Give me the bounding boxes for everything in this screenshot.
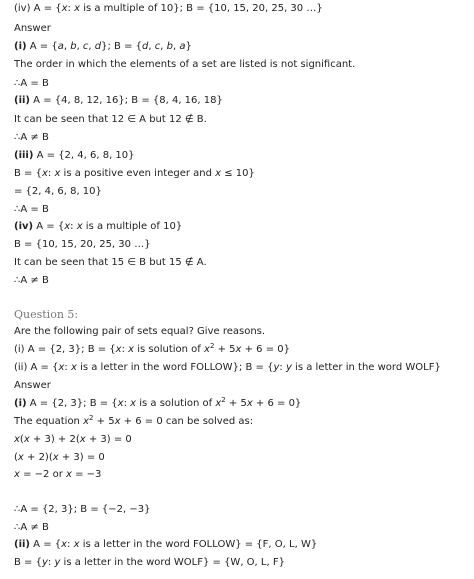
text-line: It can be seen that 12 ∈ A but 12 ∉ B. xyxy=(14,114,207,125)
text-line: B = {10, 15, 20, 25, 30 …} xyxy=(14,239,151,250)
text-line: Answer xyxy=(14,23,51,34)
text-line: (iii) A = {2, 4, 6, 8, 10} xyxy=(14,150,135,161)
text-line: ∴A ≠ B xyxy=(14,275,49,286)
text-line: (iv) A = {x: x is a multiple of 10} xyxy=(14,221,183,232)
text-line: Answer xyxy=(14,380,51,391)
text-line: (i) A = {2, 3}; B = {x: x is solution of $x^2 + 5x + 6 = 0$} xyxy=(14,342,290,355)
text-line: ∴A ≠ B xyxy=(14,522,49,533)
text-line: = {2, 4, 6, 8, 10} xyxy=(14,186,102,197)
text-line: ∴A = B xyxy=(14,78,49,89)
text-line: (iv) A = {x: x is a multiple of 10}; B = {10, 15, 20, 25, 30 …} xyxy=(14,3,323,14)
text-line: (ii) A = {x: x is a letter in the word FOLLOW} = {F, O, L, W} xyxy=(14,539,318,550)
text-line: (ii) A = {4, 8, 12, 16}; B = {8, 4, 16, 18} xyxy=(14,95,223,106)
question-heading: Question 5: xyxy=(14,308,79,321)
text-line: B = {x: x is a positive even integer and x ≤ 10} xyxy=(14,168,255,179)
text-line: x = −2 or x = −3 xyxy=(14,469,102,480)
text-line: (x + 2)(x + 3) = 0 xyxy=(14,452,105,463)
text-line: The order in which the elements of a set are listed is not significant. xyxy=(14,59,356,70)
text-line: ∴A ≠ B xyxy=(14,132,49,143)
text-line: Are the following pair of sets equal? Give reasons. xyxy=(14,326,266,337)
text-line: The equation $x^2 + 5x + 6 = 0$ can be solved as: xyxy=(14,414,254,427)
text-line: B = {y: y is a letter in the word WOLF} = {W, O, L, F} xyxy=(14,557,285,568)
text-line: (ii) A = {x: x is a letter in the word FOLLOW}; B = {y: y is a letter in the word WOLF} xyxy=(14,362,441,373)
text-line: x(x + 3) + 2(x + 3) = 0 xyxy=(14,434,132,445)
text-line: It can be seen that 15 ∈ B but 15 ∉ A. xyxy=(14,257,207,268)
text-line: ∴A = {2, 3}; B = {−2, −3} xyxy=(14,504,151,515)
text-line: (i) A = {a, b, c, d}; B = {d, c, b, a} xyxy=(14,41,192,52)
text-line: (i) A = {2, 3}; B = {x: x is a solution of $x^2 + 5x + 6 = 0$} xyxy=(14,396,302,409)
text-line: ∴A = B xyxy=(14,204,49,215)
